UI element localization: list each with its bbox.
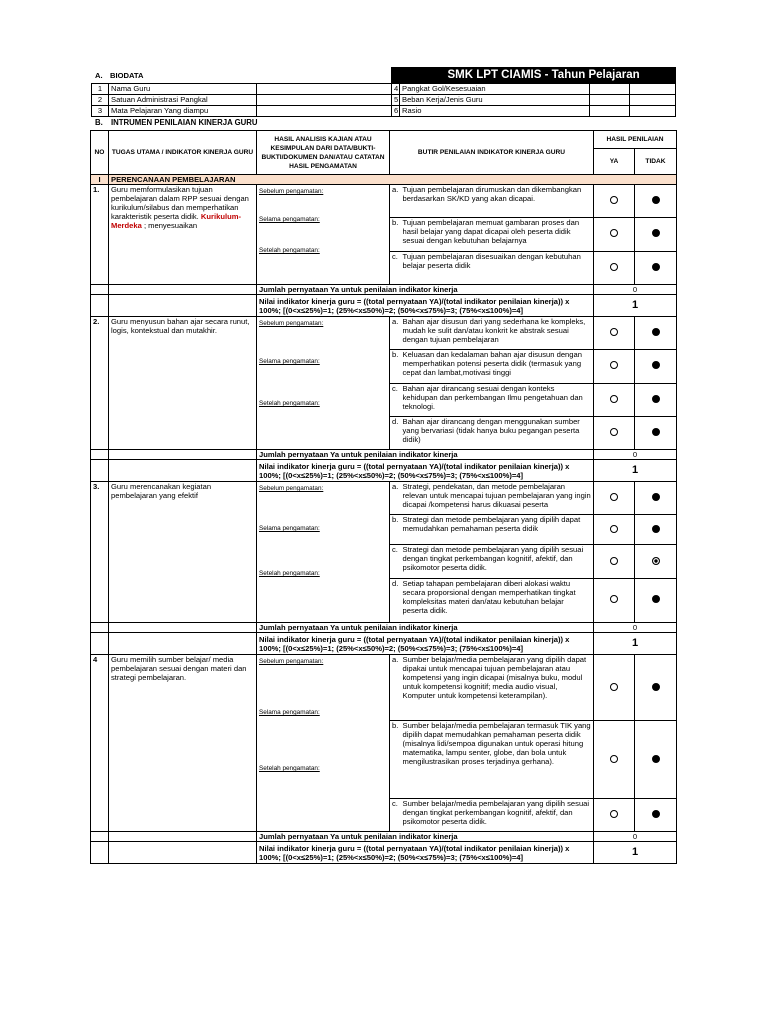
ya-radio-cell[interactable] <box>594 416 635 449</box>
tidak-radio-cell[interactable] <box>635 721 677 798</box>
section-row-title: PERENCANAAN PEMBELAJARAN <box>109 175 677 185</box>
observation-sebelum-label: Sebelum pengamatan: <box>259 658 324 665</box>
ya-radio-cell[interactable] <box>594 655 635 721</box>
radio-filled-icon[interactable] <box>652 361 660 369</box>
radio-filled-icon[interactable] <box>652 525 660 533</box>
col-hasil-analisis-header: HASIL ANALISIS KAJIAN ATAU KESIMPULAN DARI DATA/BUKTI-BUKTI/DOKUMEN DAN/ATAU CATATAN HASIL PENGAMATAN <box>257 131 390 175</box>
ya-radio-cell[interactable] <box>594 578 635 622</box>
biodata-right-extra[interactable] <box>630 84 676 95</box>
item-text: Strategi dan metode pembelajaran yang dipilih sesuai dengan tingkat perkembangan kognitif, afektif, dan psikomotor peserta didik. <box>401 545 594 578</box>
indicator-item-row <box>91 655 677 721</box>
radio-empty-icon[interactable] <box>610 557 618 565</box>
indicator-item-row <box>91 482 677 515</box>
indicator-description <box>109 185 257 285</box>
tidak-radio-cell[interactable] <box>635 317 677 350</box>
biodata-table <box>91 67 676 84</box>
col-tugas-header: TUGAS UTAMA / INDIKATOR KINERJA GURU <box>109 131 257 175</box>
item-letter: b. <box>390 721 401 798</box>
tidak-radio-cell[interactable] <box>635 482 677 515</box>
jumlah-label: Jumlah pernyataan Ya untuk penilaian indikator kinerja <box>257 285 594 295</box>
indicator-no: 3. <box>91 482 109 623</box>
jumlah-row <box>91 450 677 460</box>
indicator-text: Guru memilih sumber belajar/ media pembelajaran sesuai dengan materi dan strategi pembelajaran. <box>111 655 247 682</box>
jumlah-label: Jumlah pernyataan Ya untuk penilaian indikator kinerja <box>257 450 594 460</box>
radio-filled-icon[interactable] <box>652 328 660 336</box>
indicator-description <box>109 317 257 450</box>
item-text: Bahan ajar dirancang sesuai dengan konteks kehidupan dan perkembangan Ilmu pengetahuan dan teknologi. <box>401 383 594 416</box>
nilai-score: 1 <box>594 295 677 317</box>
item-text: Strategi, pendekatan, dan metode pembelajaran relevan untuk mencapai tujuan pembelajaran yang ingin dicapai /kompetensi harus dikuasai peserta <box>401 482 594 515</box>
radio-empty-icon[interactable] <box>610 755 618 763</box>
observation-notes[interactable] <box>257 185 390 285</box>
col-ya-header: YA <box>594 149 635 175</box>
radio-empty-icon[interactable] <box>610 810 618 818</box>
item-letter: b. <box>390 350 401 383</box>
indicator-text: Guru merencanakan kegiatan pembelajaran yang efektif <box>111 482 212 500</box>
radio-empty-icon[interactable] <box>610 395 618 403</box>
radio-filled-icon[interactable] <box>652 755 660 763</box>
tidak-radio-cell[interactable] <box>635 383 677 416</box>
jumlah-value: 0 <box>594 623 677 633</box>
radio-empty-icon[interactable] <box>610 263 618 271</box>
biodata-right-value[interactable] <box>590 84 630 95</box>
indicator-text: Guru memformulasikan tujuan pembelajaran dalam RPP sesuai dengan kurikulum/silabus dan memperhatikan karakteristik peserta didik. <box>111 185 249 221</box>
tidak-radio-cell[interactable] <box>635 218 677 251</box>
biodata-right-no: 6 <box>392 106 400 117</box>
jumlah-row <box>91 832 677 842</box>
biodata-right-no: 4 <box>392 84 400 95</box>
indicator-item-row <box>91 185 677 218</box>
col-hasil-penilaian-header: HASIL PENILAIAN <box>594 131 677 149</box>
biodata-row <box>92 106 676 117</box>
radio-filled-icon[interactable] <box>652 683 660 691</box>
item-letter: c. <box>390 383 401 416</box>
biodata-right-label: Rasio <box>400 106 590 117</box>
item-text: Bahan ajar disusun dari yang sederhana ke kompleks, mudah ke sulit dan/atau konkrit ke abstrak sesuai dengan tujuan pembelajaran <box>401 317 594 350</box>
biodata-left-label: Mata Pelajaran Yang diampu <box>109 106 257 117</box>
item-letter: a. <box>390 655 401 721</box>
nilai-row <box>91 295 677 317</box>
nilai-label: Nilai indikator kinerja guru = ((total pernyataan YA)/(total indikator penilaian kinerja)) x 100%; [(0<x≤25%)=1; (25%<x≤50%)=2; (50%<x≤75%)=3; (75%<x≤100%)=4] <box>257 460 594 482</box>
radio-empty-icon[interactable] <box>610 196 618 204</box>
indicator-item-row <box>91 317 677 350</box>
indicator-text-suffix: ; menyesuaikan <box>141 221 198 230</box>
tidak-radio-cell[interactable] <box>635 515 677 545</box>
radio-filled-icon[interactable] <box>652 263 660 271</box>
radio-filled-icon[interactable] <box>652 428 660 436</box>
indicator-no: 4 <box>91 655 109 832</box>
radio-filled-icon[interactable] <box>652 493 660 501</box>
item-text: Strategi dan metode pembelajaran yang dipilih dapat memudahkan pemahaman peserta didik <box>401 515 594 545</box>
radio-empty-icon[interactable] <box>610 493 618 501</box>
biodata-left-value[interactable] <box>257 95 392 106</box>
biodata-right-label: Pangkat Gol/Kesesuaian <box>400 84 590 95</box>
nilai-row <box>91 460 677 482</box>
jumlah-value: 0 <box>594 450 677 460</box>
radio-filled-icon[interactable] <box>652 229 660 237</box>
tidak-radio-cell[interactable] <box>635 251 677 284</box>
tidak-radio-cell[interactable] <box>635 416 677 449</box>
jumlah-value: 0 <box>594 832 677 842</box>
observation-sebelum-label: Sebelum pengamatan: <box>259 188 324 195</box>
item-letter: d. <box>390 416 401 449</box>
radio-filled-icon[interactable] <box>652 557 660 565</box>
biodata-right-value[interactable] <box>590 95 630 106</box>
item-letter: a. <box>390 317 401 350</box>
nilai-label: Nilai indikator kinerja guru = ((total pernyataan YA)/(total indikator penilaian kinerja)) x 100%; [(0<x≤25%)=1; (25%<x≤50%)=2; (50%<x≤75%)=3; (75%<x≤100%)=4] <box>257 842 594 864</box>
observation-notes[interactable] <box>257 655 390 832</box>
biodata-rows <box>91 83 676 117</box>
ya-radio-cell[interactable] <box>594 317 635 350</box>
observation-setelah-label: Setelah pengamatan: <box>259 765 320 772</box>
item-text: Tujuan pembelajaran memuat gambaran proses dan hasil belajar yang dapat dicapai oleh peserta didik sesuai dengan kebutuhan belajarnya <box>401 218 594 251</box>
radio-empty-icon[interactable] <box>610 229 618 237</box>
ya-radio-cell[interactable] <box>594 185 635 218</box>
jumlah-label: Jumlah pernyataan Ya untuk penilaian indikator kinerja <box>257 623 594 633</box>
nilai-row <box>91 633 677 655</box>
biodata-left-value[interactable] <box>257 84 392 95</box>
biodata-row <box>92 84 676 95</box>
jumlah-value: 0 <box>594 285 677 295</box>
observation-setelah-label: Setelah pengamatan: <box>259 570 320 577</box>
item-letter: a. <box>390 482 401 515</box>
nilai-score: 1 <box>594 842 677 864</box>
biodata-left-no: 2 <box>92 95 109 106</box>
nilai-score: 1 <box>594 460 677 482</box>
ya-radio-cell[interactable] <box>594 545 635 578</box>
biodata-left-no: 3 <box>92 106 109 117</box>
item-letter: d. <box>390 578 401 622</box>
biodata-left-label: Nama Guru <box>109 84 257 95</box>
item-letter: c. <box>390 798 401 831</box>
jumlah-label: Jumlah pernyataan Ya untuk penilaian indikator kinerja <box>257 832 594 842</box>
jumlah-row <box>91 623 677 633</box>
col-tidak-header: TIDAK <box>635 149 677 175</box>
radio-empty-icon[interactable] <box>610 525 618 533</box>
observation-sebelum-label: Sebelum pengamatan: <box>259 485 324 492</box>
biodata-right-value[interactable] <box>590 106 630 117</box>
item-letter: a. <box>390 185 401 218</box>
item-letter: b. <box>390 515 401 545</box>
item-text: Bahan ajar dirancang dengan menggunakan sumber yang bervariasi (tidak hanya buku pegangan peserta didik) <box>401 416 594 449</box>
section-row-no: I <box>91 175 109 185</box>
item-text: Sumber belajar/media pembelajaran yang dipilih dapat dipakai untuk mencapai tujuan pembelajaran atau kompetensi yang ingin dicapai (misalnya buku, modul untuk kompetensi kognitif; media audio visual, Komputer untuk kompetensi keterampilan). <box>401 655 594 721</box>
biodata-left-no: 1 <box>92 84 109 95</box>
item-text: Sumber belajar/media pembelajaran termasuk TIK yang dipilih dapat memudahkan pemahaman peserta didik (misalnya lidi/sempoa digunakan untuk operasi hitung matematika, lampu senter, globe, dan bola untuk mengilustrasikan proses terjadinya gerhana). <box>401 721 594 798</box>
observation-selama-label: Selama pengamatan: <box>259 358 320 365</box>
radio-filled-icon[interactable] <box>652 810 660 818</box>
nilai-row <box>91 842 677 864</box>
ya-radio-cell[interactable] <box>594 482 635 515</box>
nilai-label: Nilai indikator kinerja guru = ((total pernyataan YA)/(total indikator penilaian kinerja)) x 100%; [(0<x≤25%)=1; (25%<x≤50%)=2; (50%<x≤75%)=3; (75%<x≤100%)=4] <box>257 633 594 655</box>
indicator-text-highlight: Kurikulum-Merdeka <box>111 212 241 230</box>
indicator-text: Guru menyusun bahan ajar secara runut, logis, kontekstual dan mutakhir. <box>111 317 250 335</box>
radio-empty-icon[interactable] <box>610 361 618 369</box>
section-a-title: BIODATA <box>110 70 144 80</box>
radio-filled-icon[interactable] <box>652 395 660 403</box>
ya-radio-cell[interactable] <box>594 383 635 416</box>
observation-selama-label: Selama pengamatan: <box>259 216 320 223</box>
biodata-left-label: Satuan Administrasi Pangkal <box>109 95 257 106</box>
section-b-heading <box>95 118 258 127</box>
observation-selama-label: Selama pengamatan: <box>259 525 320 532</box>
indicator-no: 1. <box>91 185 109 285</box>
section-b-title: INTRUMEN PENILAIAN KINERJA GURU <box>110 118 258 127</box>
tidak-radio-cell[interactable] <box>635 578 677 622</box>
ya-radio-cell[interactable] <box>594 798 635 831</box>
tidak-radio-cell[interactable] <box>635 350 677 383</box>
observation-selama-label: Selama pengamatan: <box>259 709 320 716</box>
observation-sebelum-label: Sebelum pengamatan: <box>259 320 324 327</box>
tidak-radio-cell[interactable] <box>635 798 677 831</box>
radio-filled-icon[interactable] <box>652 595 660 603</box>
nilai-label: Nilai indikator kinerja guru = ((total pernyataan YA)/(total indikator penilaian kinerja)) x 100%; [(0<x≤25%)=1; (25%<x≤50%)=2; (50%<x≤75%)=3; (75%<x≤100%)=4] <box>257 295 594 317</box>
nilai-score: 1 <box>594 633 677 655</box>
school-banner: SMK LPT CIAMIS - Tahun Pelajaran <box>391 68 675 84</box>
item-letter: b. <box>390 218 401 251</box>
item-letter: c. <box>390 251 401 284</box>
observation-setelah-label: Setelah pengamatan: <box>259 247 320 254</box>
item-text: Tujuan pembelajaran dirumuskan dan dikembangkan berdasarkan SK/KD yang akan dicapai. <box>401 185 594 218</box>
item-text: Setiap tahapan pembelajaran diberi alokasi waktu secara proporsional dengan memperhatikan tingkat kompleksitas materi dan/atau kebutuhan belajar peserta didik. <box>401 578 594 622</box>
section-a-letter: A. <box>95 70 103 80</box>
ya-radio-cell[interactable] <box>594 350 635 383</box>
radio-empty-icon[interactable] <box>610 683 618 691</box>
observation-setelah-label: Setelah pengamatan: <box>259 400 320 407</box>
radio-empty-icon[interactable] <box>610 595 618 603</box>
radio-empty-icon[interactable] <box>610 428 618 436</box>
col-no-header: NO <box>91 131 109 175</box>
item-text: Sumber belajar/media pembelajaran yang dipilih sesuai dengan tingkat perkembangan kognitif, afektif, dan psikomotor peserta didik. <box>401 798 594 831</box>
biodata-right-extra[interactable] <box>630 95 676 106</box>
biodata-right-label: Beban Kerja/Jenis Guru <box>400 95 590 106</box>
indicator-no: 2. <box>91 317 109 450</box>
biodata-right-no: 5 <box>392 95 400 106</box>
biodata-left-value[interactable] <box>257 106 392 117</box>
ya-radio-cell[interactable] <box>594 218 635 251</box>
indicator-description <box>109 655 257 832</box>
biodata-row <box>92 95 676 106</box>
instrument-table <box>90 130 677 864</box>
radio-empty-icon[interactable] <box>610 328 618 336</box>
ya-radio-cell[interactable] <box>594 251 635 284</box>
observation-notes[interactable] <box>257 317 390 450</box>
tidak-radio-cell[interactable] <box>635 545 677 578</box>
item-text: Keluasan dan kedalaman bahan ajar disusun dengan memperhatikan potensi peserta didik (termasuk yang cepat dan lambat,motivasi tinggi <box>401 350 594 383</box>
observation-notes[interactable] <box>257 482 390 623</box>
radio-filled-icon[interactable] <box>652 196 660 204</box>
tidak-radio-cell[interactable] <box>635 185 677 218</box>
col-butir-header: BUTIR PENILAIAN INDIKATOR KINERJA GURU <box>390 131 594 175</box>
biodata-right-extra[interactable] <box>630 106 676 117</box>
ya-radio-cell[interactable] <box>594 515 635 545</box>
item-text: Tujuan pembelajaran disesuaikan dengan kebutuhan belajar peserta didik <box>401 251 594 284</box>
indicator-description <box>109 482 257 623</box>
section-b-letter: B. <box>95 118 103 127</box>
jumlah-row <box>91 285 677 295</box>
tidak-radio-cell[interactable] <box>635 655 677 721</box>
ya-radio-cell[interactable] <box>594 721 635 798</box>
item-letter: c. <box>390 545 401 578</box>
